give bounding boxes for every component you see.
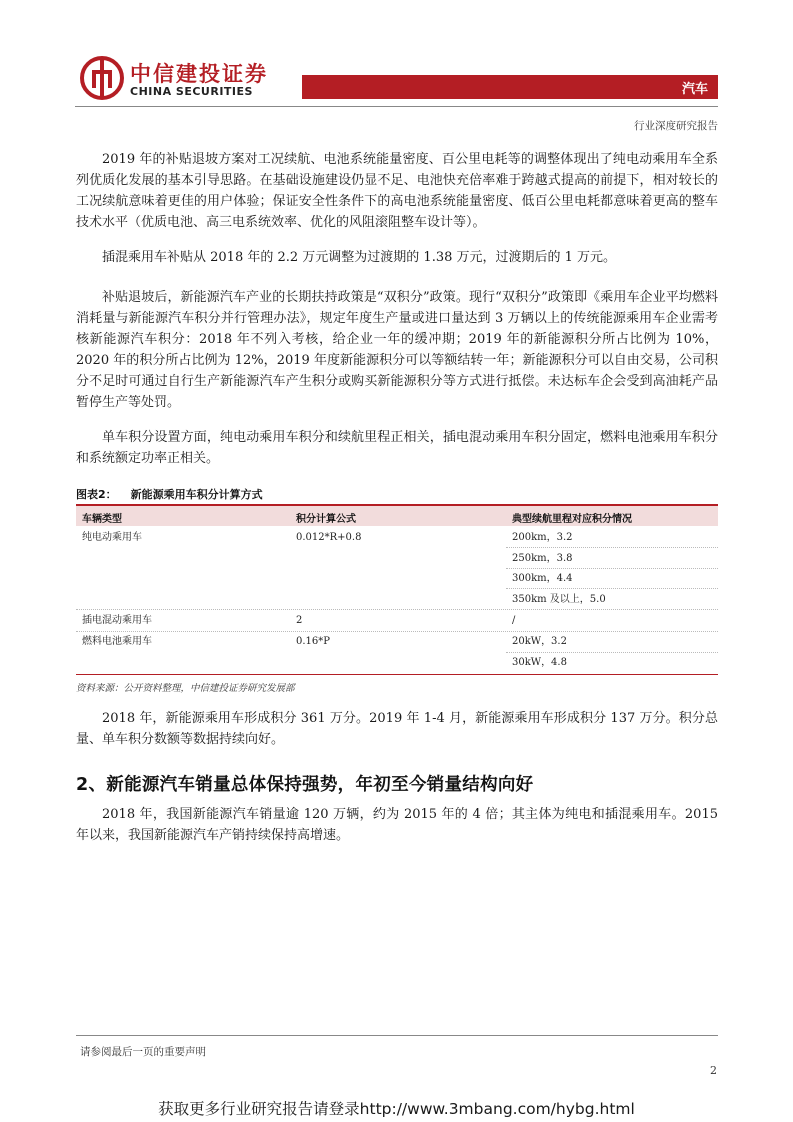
column-header: 典型续航里程对应积分情况 [512, 514, 632, 525]
row-divider [506, 568, 718, 569]
section-banner [302, 75, 718, 99]
paragraph-subsidy-plan: 2019 年的补贴退坡方案对工况续航、电池系统能量密度、百公里电耗等的调整体现出了纯电动乘用车全系列优质化发展的基本引导思路。在基础设施建设仍显不足、电池快充倍率难于跨越式提高的前提下，相对较长的工况续航意味着更佳的用户体验；保证安全性条件下的高电池系统能量密度、低百公里电耗都意味着更高的整车技术水平（优质电池、高三电系统效率、优化的风阻滚阻整车设计等）。 [76, 152, 718, 230]
cell-example: 200km，3.2 [512, 532, 573, 543]
row-divider [76, 631, 718, 632]
table-source: 资料来源：公开资料整理，中信建投证券研究发展部 [76, 683, 295, 694]
company-name-cn: 中信建投证券 [130, 62, 268, 86]
table-header [76, 506, 718, 526]
paragraph-credit-totals: 2018 年，新能源乘用车形成积分 361 万分。2019 年 1-4 月，新能源乘用车形成积分 137 万分。积分总量、单车积分数额等数据持续向好。 [76, 711, 718, 747]
figure-label: 图表2： [76, 488, 117, 501]
column-header: 积分计算公式 [296, 514, 356, 525]
figure-caption: 新能源乘用车积分计算方式 [130, 488, 263, 501]
row-divider [76, 609, 718, 610]
section-heading: 2、新能源汽车销量总体保持强势，年初至今销量结构向好 [76, 775, 534, 795]
cell-vehicle-type: 插电混动乘用车 [82, 615, 152, 626]
company-name-en: CHINA SECURITIES [130, 85, 253, 98]
paragraph-phev-subsidy: 插混乘用车补贴从 2018 年的 2.2 万元调整为过渡期的 1.38 万元，过渡期后的 1 万元。 [102, 250, 617, 265]
section-label: 汽车 [681, 82, 708, 97]
page-number: 2 [710, 1064, 717, 1077]
cell-example: 250km，3.8 [512, 553, 573, 564]
figure-title [76, 486, 263, 502]
download-watermark: 获取更多行业研究报告请登录http://www.3mbang.com/hybg.html [158, 1100, 635, 1118]
page-header [0, 0, 793, 140]
cell-formula: 2 [296, 615, 303, 626]
disclaimer-note: 请参阅最后一页的重要声明 [80, 1046, 206, 1058]
footer-divider [76, 1035, 718, 1036]
cell-example: 20kW，3.2 [512, 636, 567, 647]
table-bottom-rule [76, 674, 718, 675]
cell-formula: 0.012*R+0.8 [296, 532, 362, 543]
cell-vehicle-type: 燃料电池乘用车 [82, 636, 152, 647]
paragraph-credit-settings: 单车积分设置方面，纯电动乘用车积分和续航里程正相关，插电混动乘用车积分固定，燃料电池乘用车积分和系统额定功率正相关。 [76, 430, 718, 466]
cell-formula: 0.16*P [296, 636, 330, 647]
header-divider [75, 106, 718, 107]
paragraph-sales: 2018 年，我国新能源汽车销量逾 120 万辆，约为 2015 年的 4 倍；其主体为纯电和插混乘用车。2015 年以来，我国新能源汽车产销持续保持高增速。 [76, 807, 718, 843]
cell-vehicle-type: 纯电动乘用车 [82, 532, 142, 543]
paragraph-dual-credit: 补贴退坡后，新能源汽车产业的长期扶持政策是“双积分”政策。现行“双积分”政策即《乘用车企业平均燃料消耗量与新能源汽车积分并行管理办法》，规定年度生产量或进口量达到 3 万辆以上的传统能源乘用车企业需考核新能源汽车积分：2018 年不列入考核，给企业一年的缓冲期；2019 年的新能源积分所占比例为 10%，2020 年的积分所占比例为 12%，2019 年度新能源积分可以等额结转一年；新能源积分可以自由交易，公司积分不足时可通过自行生产新能源汽车产生积分或购买新能源积分等方式进行抵偿。未达标车企会受到高油耗产品暂停生产等处罚。 [76, 290, 718, 410]
cell-example: 30kW，4.8 [512, 657, 567, 668]
row-divider [506, 547, 718, 548]
cell-example: 350km 及以上，5.0 [512, 594, 606, 605]
row-divider [506, 652, 718, 653]
column-header: 车辆类型 [82, 514, 122, 525]
row-divider [506, 588, 718, 589]
citic-logo-icon [80, 56, 124, 100]
report-type: 行业深度研究报告 [634, 120, 718, 132]
cell-example: / [512, 615, 516, 626]
cell-example: 300km，4.4 [512, 573, 573, 584]
